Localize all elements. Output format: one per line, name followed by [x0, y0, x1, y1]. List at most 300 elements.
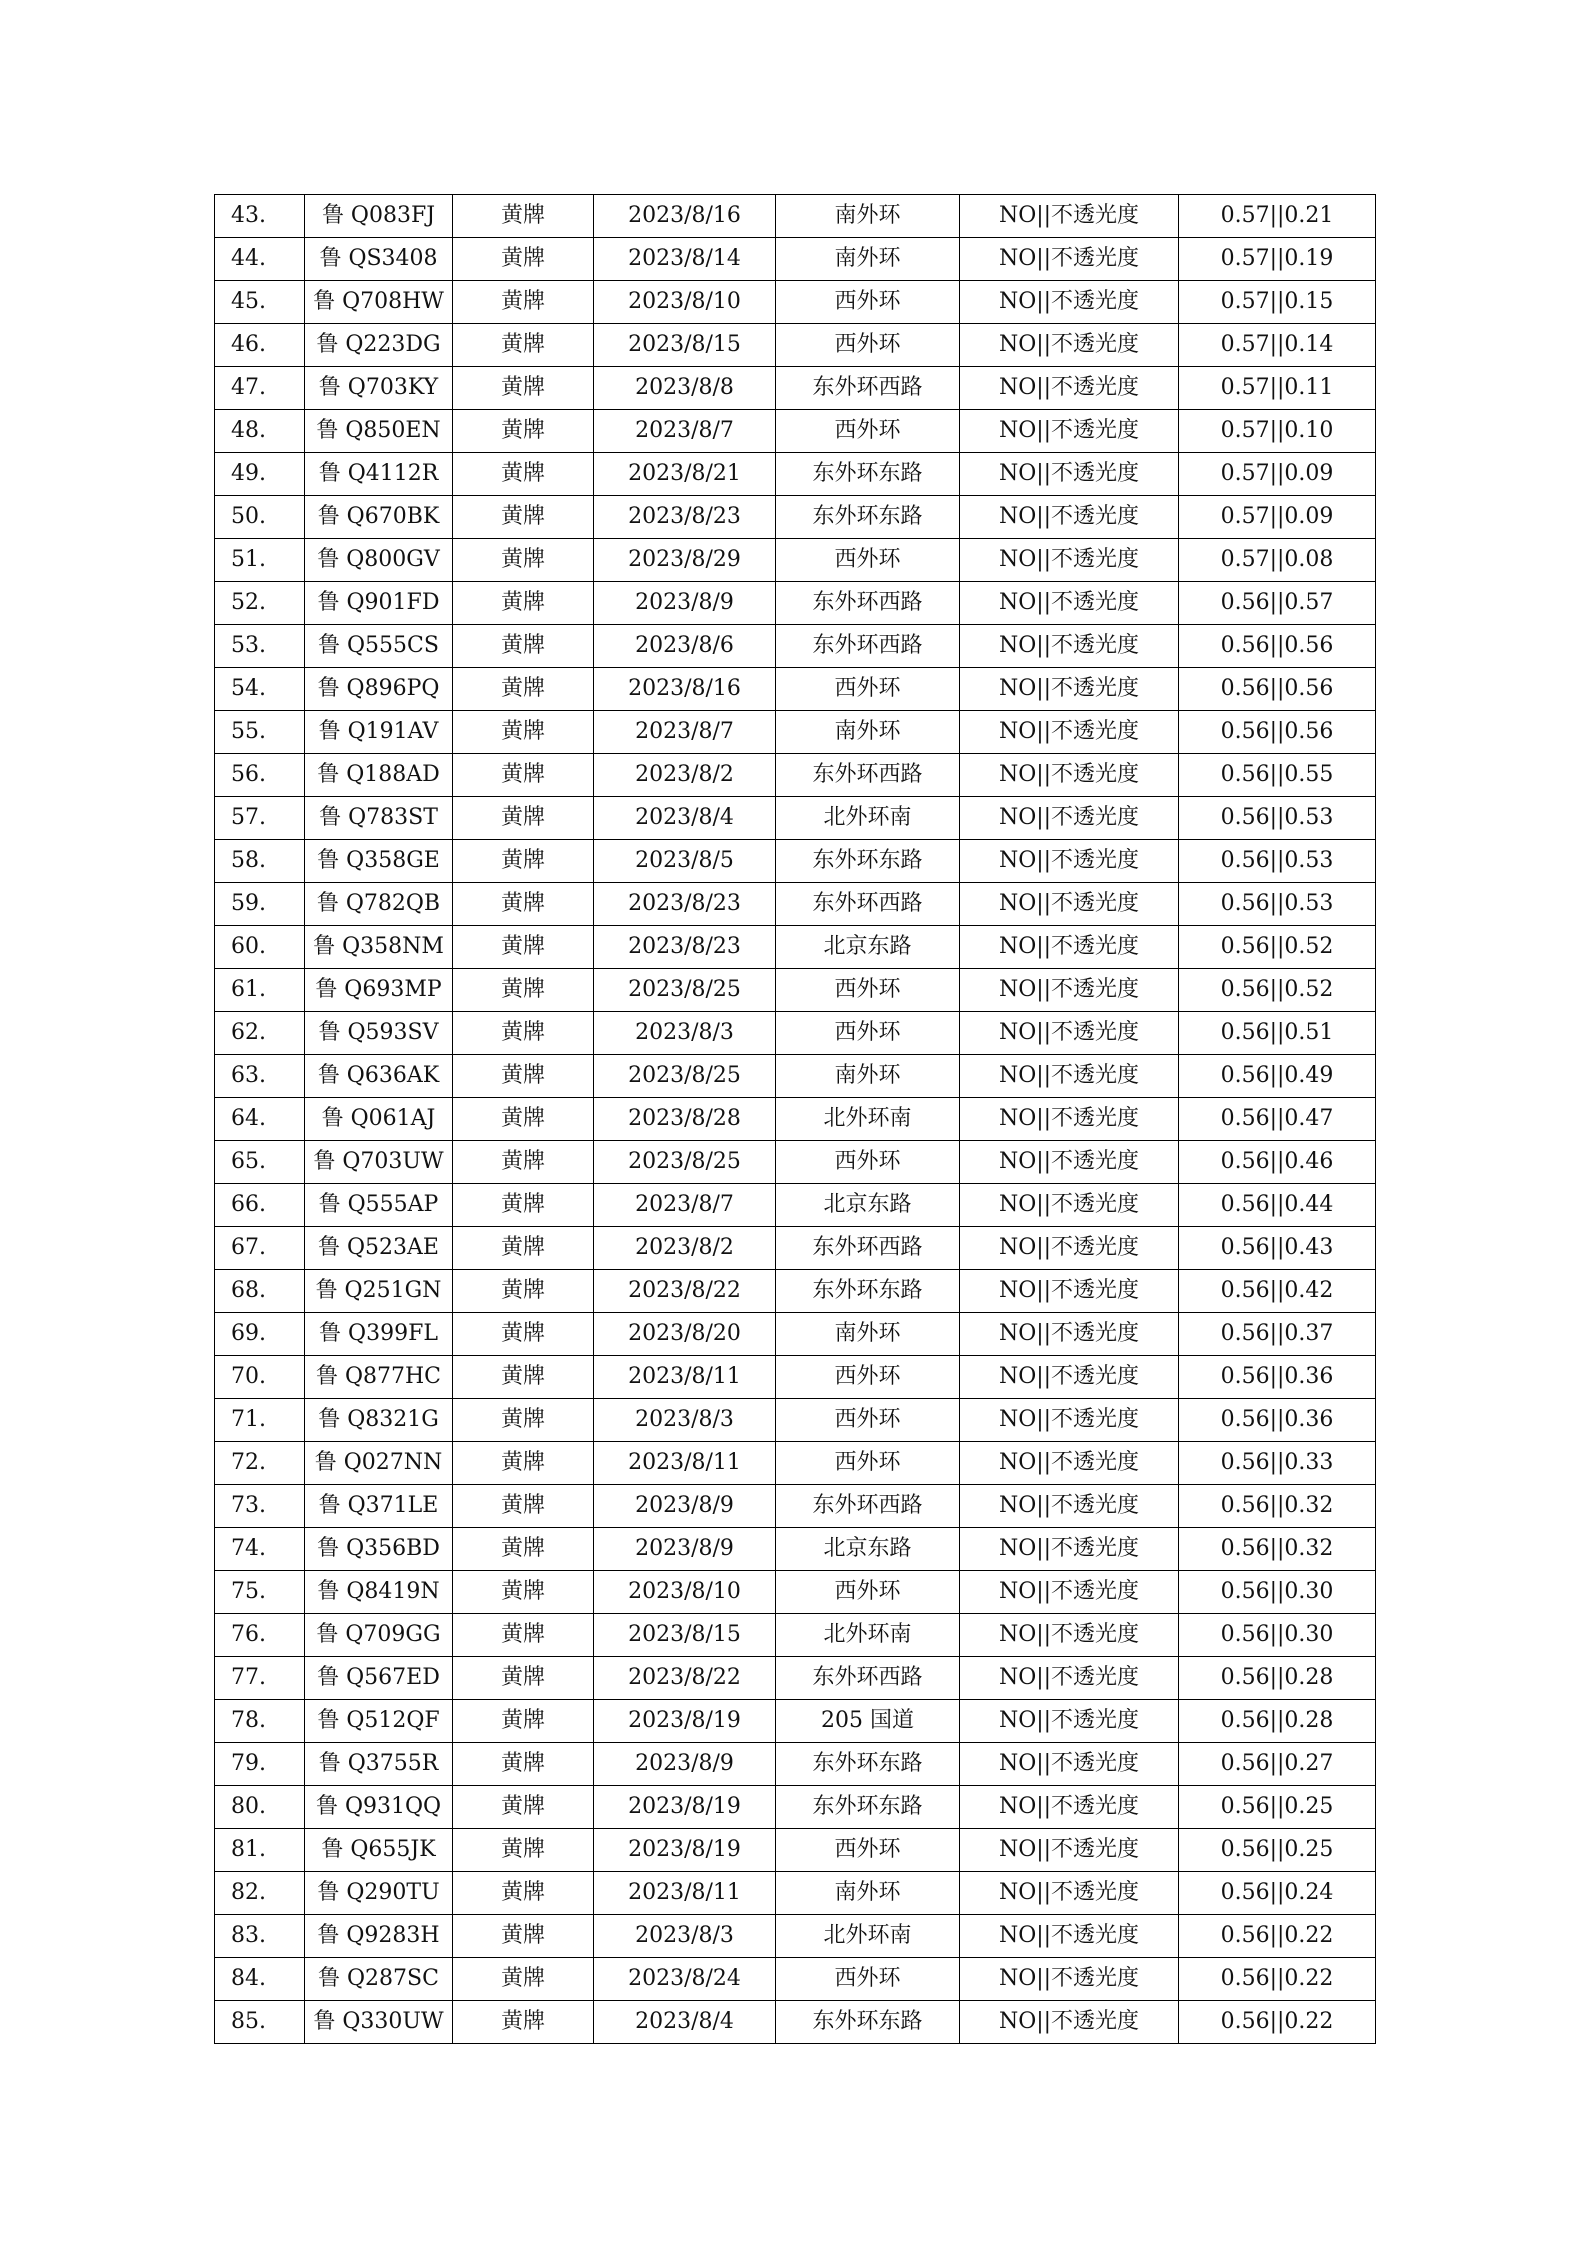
table-row — [215, 711, 1376, 754]
plate-color-cell: 黄牌 — [453, 1657, 594, 1700]
road-cell: 西外环 — [776, 324, 960, 367]
table-row — [215, 1055, 1376, 1098]
plate-color-cell: 黄牌 — [453, 754, 594, 797]
plate-color-cell: 黄牌 — [453, 797, 594, 840]
plate-color-cell: 黄牌 — [453, 1055, 594, 1098]
test-item-cell: NO||不透光度 — [960, 410, 1179, 453]
plate-color-cell: 黄牌 — [453, 1915, 594, 1958]
road-cell: 东外环西路 — [776, 1227, 960, 1270]
road-cell: 南外环 — [776, 238, 960, 281]
reading-cell: 0.56||0.53 — [1179, 797, 1376, 840]
road-cell: 西外环 — [776, 1829, 960, 1872]
reading-cell: 0.57||0.10 — [1179, 410, 1376, 453]
reading-cell: 0.56||0.46 — [1179, 1141, 1376, 1184]
plate-color-cell: 黄牌 — [453, 1184, 594, 1227]
date-cell: 2023/8/25 — [594, 1055, 776, 1098]
test-item-cell: NO||不透光度 — [960, 969, 1179, 1012]
road-cell: 西外环 — [776, 1356, 960, 1399]
plate-cell: 鲁 Q636AK — [305, 1055, 453, 1098]
plate-cell: 鲁 Q670BK — [305, 496, 453, 539]
plate-cell: 鲁 Q703UW — [305, 1141, 453, 1184]
table-row — [215, 496, 1376, 539]
index-cell: 70. — [215, 1356, 305, 1399]
plate-color-cell: 黄牌 — [453, 1227, 594, 1270]
reading-cell: 0.56||0.47 — [1179, 1098, 1376, 1141]
test-item-cell: NO||不透光度 — [960, 539, 1179, 582]
reading-cell: 0.57||0.21 — [1179, 195, 1376, 238]
plate-color-cell: 黄牌 — [453, 1958, 594, 2001]
test-item-cell: NO||不透光度 — [960, 1141, 1179, 1184]
plate-cell: 鲁 Q567ED — [305, 1657, 453, 1700]
test-item-cell: NO||不透光度 — [960, 1270, 1179, 1313]
plate-color-cell: 黄牌 — [453, 840, 594, 883]
table-row — [215, 1227, 1376, 1270]
road-cell: 北外环南 — [776, 797, 960, 840]
road-cell: 西外环 — [776, 410, 960, 453]
test-item-cell: NO||不透光度 — [960, 1485, 1179, 1528]
plate-color-cell: 黄牌 — [453, 625, 594, 668]
table-row — [215, 1356, 1376, 1399]
plate-cell: 鲁 QS3408 — [305, 238, 453, 281]
plate-cell: 鲁 Q523AE — [305, 1227, 453, 1270]
plate-cell: 鲁 Q371LE — [305, 1485, 453, 1528]
date-cell: 2023/8/8 — [594, 367, 776, 410]
table-row — [215, 582, 1376, 625]
road-cell: 南外环 — [776, 1055, 960, 1098]
index-cell: 62. — [215, 1012, 305, 1055]
plate-cell: 鲁 Q593SV — [305, 1012, 453, 1055]
reading-cell: 0.56||0.44 — [1179, 1184, 1376, 1227]
plate-color-cell: 黄牌 — [453, 883, 594, 926]
date-cell: 2023/8/19 — [594, 1786, 776, 1829]
road-cell: 西外环 — [776, 539, 960, 582]
road-cell: 北外环南 — [776, 1098, 960, 1141]
table-row — [215, 1485, 1376, 1528]
table-row — [215, 1958, 1376, 2001]
road-cell: 东外环东路 — [776, 1743, 960, 1786]
plate-cell: 鲁 Q877HC — [305, 1356, 453, 1399]
index-cell: 64. — [215, 1098, 305, 1141]
reading-cell: 0.56||0.51 — [1179, 1012, 1376, 1055]
reading-cell: 0.57||0.14 — [1179, 324, 1376, 367]
plate-color-cell: 黄牌 — [453, 926, 594, 969]
plate-cell: 鲁 Q3755R — [305, 1743, 453, 1786]
reading-cell: 0.56||0.57 — [1179, 582, 1376, 625]
date-cell: 2023/8/7 — [594, 1184, 776, 1227]
index-cell: 79. — [215, 1743, 305, 1786]
reading-cell: 0.57||0.11 — [1179, 367, 1376, 410]
test-item-cell: NO||不透光度 — [960, 1012, 1179, 1055]
date-cell: 2023/8/22 — [594, 1270, 776, 1313]
plate-cell: 鲁 Q703KY — [305, 367, 453, 410]
index-cell: 59. — [215, 883, 305, 926]
reading-cell: 0.56||0.49 — [1179, 1055, 1376, 1098]
index-cell: 53. — [215, 625, 305, 668]
plate-color-cell: 黄牌 — [453, 1571, 594, 1614]
index-cell: 48. — [215, 410, 305, 453]
reading-cell: 0.56||0.28 — [1179, 1657, 1376, 1700]
date-cell: 2023/8/7 — [594, 410, 776, 453]
test-item-cell: NO||不透光度 — [960, 1184, 1179, 1227]
index-cell: 76. — [215, 1614, 305, 1657]
reading-cell: 0.56||0.22 — [1179, 1958, 1376, 2001]
date-cell: 2023/8/5 — [594, 840, 776, 883]
road-cell: 东外环西路 — [776, 1485, 960, 1528]
test-item-cell: NO||不透光度 — [960, 668, 1179, 711]
test-item-cell: NO||不透光度 — [960, 1958, 1179, 2001]
test-item-cell: NO||不透光度 — [960, 1356, 1179, 1399]
date-cell: 2023/8/6 — [594, 625, 776, 668]
date-cell: 2023/8/23 — [594, 496, 776, 539]
test-item-cell: NO||不透光度 — [960, 1872, 1179, 1915]
plate-cell: 鲁 Q290TU — [305, 1872, 453, 1915]
reading-cell: 0.56||0.24 — [1179, 1872, 1376, 1915]
index-cell: 72. — [215, 1442, 305, 1485]
test-item-cell: NO||不透光度 — [960, 1571, 1179, 1614]
date-cell: 2023/8/11 — [594, 1356, 776, 1399]
road-cell: 南外环 — [776, 1313, 960, 1356]
plate-color-cell: 黄牌 — [453, 496, 594, 539]
road-cell: 西外环 — [776, 1399, 960, 1442]
reading-cell: 0.56||0.53 — [1179, 883, 1376, 926]
index-cell: 45. — [215, 281, 305, 324]
test-item-cell: NO||不透光度 — [960, 1915, 1179, 1958]
road-cell: 北外环南 — [776, 1915, 960, 1958]
plate-color-cell: 黄牌 — [453, 969, 594, 1012]
reading-cell: 0.56||0.30 — [1179, 1571, 1376, 1614]
plate-cell: 鲁 Q783ST — [305, 797, 453, 840]
test-item-cell: NO||不透光度 — [960, 1829, 1179, 1872]
plate-color-cell: 黄牌 — [453, 453, 594, 496]
index-cell: 67. — [215, 1227, 305, 1270]
table-row — [215, 1743, 1376, 1786]
plate-cell: 鲁 Q399FL — [305, 1313, 453, 1356]
plate-color-cell: 黄牌 — [453, 410, 594, 453]
test-item-cell: NO||不透光度 — [960, 582, 1179, 625]
plate-color-cell: 黄牌 — [453, 1356, 594, 1399]
road-cell: 东外环东路 — [776, 2001, 960, 2044]
test-item-cell: NO||不透光度 — [960, 926, 1179, 969]
date-cell: 2023/8/15 — [594, 1614, 776, 1657]
test-item-cell: NO||不透光度 — [960, 1528, 1179, 1571]
test-item-cell: NO||不透光度 — [960, 453, 1179, 496]
table-row — [215, 969, 1376, 1012]
table-row — [215, 883, 1376, 926]
reading-cell: 0.56||0.22 — [1179, 2001, 1376, 2044]
test-item-cell: NO||不透光度 — [960, 1098, 1179, 1141]
test-item-cell: NO||不透光度 — [960, 281, 1179, 324]
plate-color-cell: 黄牌 — [453, 668, 594, 711]
plate-color-cell: 黄牌 — [453, 1141, 594, 1184]
date-cell: 2023/8/19 — [594, 1700, 776, 1743]
plate-color-cell: 黄牌 — [453, 1442, 594, 1485]
road-cell: 东外环西路 — [776, 1657, 960, 1700]
road-cell: 东外环西路 — [776, 582, 960, 625]
index-cell: 81. — [215, 1829, 305, 1872]
reading-cell: 0.56||0.42 — [1179, 1270, 1376, 1313]
index-cell: 80. — [215, 1786, 305, 1829]
date-cell: 2023/8/11 — [594, 1872, 776, 1915]
table-row — [215, 1012, 1376, 1055]
plate-cell: 鲁 Q708HW — [305, 281, 453, 324]
date-cell: 2023/8/20 — [594, 1313, 776, 1356]
table-row — [215, 281, 1376, 324]
road-cell: 西外环 — [776, 1012, 960, 1055]
index-cell: 47. — [215, 367, 305, 410]
table-row — [215, 840, 1376, 883]
table-row — [215, 1270, 1376, 1313]
plate-color-cell: 黄牌 — [453, 582, 594, 625]
test-item-cell: NO||不透光度 — [960, 1313, 1179, 1356]
reading-cell: 0.57||0.15 — [1179, 281, 1376, 324]
test-item-cell: NO||不透光度 — [960, 1657, 1179, 1700]
date-cell: 2023/8/3 — [594, 1399, 776, 1442]
reading-cell: 0.56||0.33 — [1179, 1442, 1376, 1485]
table-row — [215, 668, 1376, 711]
plate-cell: 鲁 Q4112R — [305, 453, 453, 496]
reading-cell: 0.56||0.52 — [1179, 926, 1376, 969]
reading-cell: 0.56||0.27 — [1179, 1743, 1376, 1786]
index-cell: 78. — [215, 1700, 305, 1743]
index-cell: 73. — [215, 1485, 305, 1528]
road-cell: 南外环 — [776, 195, 960, 238]
index-cell: 65. — [215, 1141, 305, 1184]
date-cell: 2023/8/22 — [594, 1657, 776, 1700]
date-cell: 2023/8/9 — [594, 1528, 776, 1571]
reading-cell: 0.57||0.08 — [1179, 539, 1376, 582]
road-cell: 东外环西路 — [776, 883, 960, 926]
date-cell: 2023/8/29 — [594, 539, 776, 582]
date-cell: 2023/8/3 — [594, 1012, 776, 1055]
road-cell: 西外环 — [776, 281, 960, 324]
road-cell: 东外环西路 — [776, 367, 960, 410]
date-cell: 2023/8/21 — [594, 453, 776, 496]
road-cell: 西外环 — [776, 1958, 960, 2001]
index-cell: 57. — [215, 797, 305, 840]
table-row — [215, 1657, 1376, 1700]
index-cell: 49. — [215, 453, 305, 496]
road-cell: 南外环 — [776, 711, 960, 754]
plate-color-cell: 黄牌 — [453, 1872, 594, 1915]
plate-color-cell: 黄牌 — [453, 281, 594, 324]
plate-color-cell: 黄牌 — [453, 1528, 594, 1571]
index-cell: 75. — [215, 1571, 305, 1614]
date-cell: 2023/8/3 — [594, 1915, 776, 1958]
table-row — [215, 453, 1376, 496]
table-row — [215, 1399, 1376, 1442]
date-cell: 2023/8/2 — [594, 754, 776, 797]
date-cell: 2023/8/7 — [594, 711, 776, 754]
date-cell: 2023/8/15 — [594, 324, 776, 367]
plate-cell: 鲁 Q330UW — [305, 2001, 453, 2044]
index-cell: 71. — [215, 1399, 305, 1442]
road-cell: 北京东路 — [776, 1528, 960, 1571]
road-cell: 东外环西路 — [776, 625, 960, 668]
road-cell: 东外环西路 — [776, 754, 960, 797]
road-cell: 东外环东路 — [776, 453, 960, 496]
table-row — [215, 195, 1376, 238]
road-cell: 205 国道 — [776, 1700, 960, 1743]
reading-cell: 0.56||0.56 — [1179, 711, 1376, 754]
table-row — [215, 1915, 1376, 1958]
table-row — [215, 2001, 1376, 2044]
plate-cell: 鲁 Q188AD — [305, 754, 453, 797]
index-cell: 46. — [215, 324, 305, 367]
date-cell: 2023/8/23 — [594, 883, 776, 926]
index-cell: 58. — [215, 840, 305, 883]
date-cell: 2023/8/2 — [594, 1227, 776, 1270]
date-cell: 2023/8/25 — [594, 969, 776, 1012]
date-cell: 2023/8/10 — [594, 281, 776, 324]
index-cell: 56. — [215, 754, 305, 797]
date-cell: 2023/8/11 — [594, 1442, 776, 1485]
test-item-cell: NO||不透光度 — [960, 754, 1179, 797]
plate-cell: 鲁 Q555CS — [305, 625, 453, 668]
test-item-cell: NO||不透光度 — [960, 1614, 1179, 1657]
plate-cell: 鲁 Q251GN — [305, 1270, 453, 1313]
table-row — [215, 367, 1376, 410]
test-item-cell: NO||不透光度 — [960, 840, 1179, 883]
test-item-cell: NO||不透光度 — [960, 883, 1179, 926]
date-cell: 2023/8/9 — [594, 1485, 776, 1528]
plate-color-cell: 黄牌 — [453, 1700, 594, 1743]
plate-cell: 鲁 Q693MP — [305, 969, 453, 1012]
index-cell: 60. — [215, 926, 305, 969]
test-item-cell: NO||不透光度 — [960, 2001, 1179, 2044]
index-cell: 54. — [215, 668, 305, 711]
reading-cell: 0.56||0.52 — [1179, 969, 1376, 1012]
plate-cell: 鲁 Q655JK — [305, 1829, 453, 1872]
road-cell: 东外环东路 — [776, 496, 960, 539]
plate-color-cell: 黄牌 — [453, 324, 594, 367]
index-cell: 77. — [215, 1657, 305, 1700]
plate-color-cell: 黄牌 — [453, 1399, 594, 1442]
plate-color-cell: 黄牌 — [453, 1270, 594, 1313]
plate-color-cell: 黄牌 — [453, 539, 594, 582]
reading-cell: 0.56||0.53 — [1179, 840, 1376, 883]
plate-color-cell: 黄牌 — [453, 1743, 594, 1786]
plate-cell: 鲁 Q850EN — [305, 410, 453, 453]
index-cell: 68. — [215, 1270, 305, 1313]
test-item-cell: NO||不透光度 — [960, 1786, 1179, 1829]
plate-cell: 鲁 Q709GG — [305, 1614, 453, 1657]
plate-cell: 鲁 Q083FJ — [305, 195, 453, 238]
table-row — [215, 1872, 1376, 1915]
reading-cell: 0.56||0.43 — [1179, 1227, 1376, 1270]
index-cell: 61. — [215, 969, 305, 1012]
table-row — [215, 797, 1376, 840]
table-row — [215, 1829, 1376, 1872]
road-cell: 北京东路 — [776, 926, 960, 969]
road-cell: 东外环东路 — [776, 1270, 960, 1313]
plate-cell: 鲁 Q782QB — [305, 883, 453, 926]
table-row — [215, 1614, 1376, 1657]
index-cell: 44. — [215, 238, 305, 281]
index-cell: 43. — [215, 195, 305, 238]
plate-color-cell: 黄牌 — [453, 1098, 594, 1141]
index-cell: 55. — [215, 711, 305, 754]
date-cell: 2023/8/9 — [594, 582, 776, 625]
reading-cell: 0.56||0.28 — [1179, 1700, 1376, 1743]
test-item-cell: NO||不透光度 — [960, 195, 1179, 238]
plate-color-cell: 黄牌 — [453, 238, 594, 281]
date-cell: 2023/8/23 — [594, 926, 776, 969]
reading-cell: 0.56||0.25 — [1179, 1829, 1376, 1872]
reading-cell: 0.56||0.32 — [1179, 1528, 1376, 1571]
test-item-cell: NO||不透光度 — [960, 1743, 1179, 1786]
plate-cell: 鲁 Q931QQ — [305, 1786, 453, 1829]
index-cell: 52. — [215, 582, 305, 625]
reading-cell: 0.57||0.09 — [1179, 496, 1376, 539]
plate-cell: 鲁 Q8321G — [305, 1399, 453, 1442]
plate-color-cell: 黄牌 — [453, 367, 594, 410]
plate-color-cell: 黄牌 — [453, 1012, 594, 1055]
plate-color-cell: 黄牌 — [453, 1313, 594, 1356]
plate-cell: 鲁 Q191AV — [305, 711, 453, 754]
test-item-cell: NO||不透光度 — [960, 625, 1179, 668]
reading-cell: 0.56||0.56 — [1179, 625, 1376, 668]
test-item-cell: NO||不透光度 — [960, 711, 1179, 754]
date-cell: 2023/8/19 — [594, 1829, 776, 1872]
test-item-cell: NO||不透光度 — [960, 1399, 1179, 1442]
plate-cell: 鲁 Q512QF — [305, 1700, 453, 1743]
test-item-cell: NO||不透光度 — [960, 1227, 1179, 1270]
index-cell: 82. — [215, 1872, 305, 1915]
table-row — [215, 1700, 1376, 1743]
road-cell: 西外环 — [776, 1442, 960, 1485]
plate-color-cell: 黄牌 — [453, 1829, 594, 1872]
test-item-cell: NO||不透光度 — [960, 496, 1179, 539]
date-cell: 2023/8/4 — [594, 2001, 776, 2044]
plate-cell: 鲁 Q356BD — [305, 1528, 453, 1571]
index-cell: 84. — [215, 1958, 305, 2001]
index-cell: 69. — [215, 1313, 305, 1356]
table-row — [215, 1098, 1376, 1141]
reading-cell: 0.57||0.19 — [1179, 238, 1376, 281]
test-item-cell: NO||不透光度 — [960, 797, 1179, 840]
index-cell: 51. — [215, 539, 305, 582]
plate-cell: 鲁 Q9283H — [305, 1915, 453, 1958]
reading-cell: 0.56||0.32 — [1179, 1485, 1376, 1528]
table-row — [215, 1786, 1376, 1829]
road-cell: 东外环东路 — [776, 840, 960, 883]
test-item-cell: NO||不透光度 — [960, 238, 1179, 281]
table-row — [215, 1571, 1376, 1614]
reading-cell: 0.56||0.22 — [1179, 1915, 1376, 1958]
date-cell: 2023/8/14 — [594, 238, 776, 281]
plate-cell: 鲁 Q027NN — [305, 1442, 453, 1485]
plate-cell: 鲁 Q358NM — [305, 926, 453, 969]
road-cell: 西外环 — [776, 969, 960, 1012]
reading-cell: 0.56||0.36 — [1179, 1356, 1376, 1399]
index-cell: 85. — [215, 2001, 305, 2044]
table-row — [215, 1141, 1376, 1184]
plate-cell: 鲁 Q800GV — [305, 539, 453, 582]
table-row — [215, 1184, 1376, 1227]
index-cell: 83. — [215, 1915, 305, 1958]
date-cell: 2023/8/25 — [594, 1141, 776, 1184]
date-cell: 2023/8/24 — [594, 1958, 776, 2001]
index-cell: 74. — [215, 1528, 305, 1571]
reading-cell: 0.56||0.36 — [1179, 1399, 1376, 1442]
table-row — [215, 324, 1376, 367]
plate-cell: 鲁 Q287SC — [305, 1958, 453, 2001]
plate-color-cell: 黄牌 — [453, 1614, 594, 1657]
plate-cell: 鲁 Q358GE — [305, 840, 453, 883]
table-row — [215, 754, 1376, 797]
date-cell: 2023/8/16 — [594, 195, 776, 238]
date-cell: 2023/8/4 — [594, 797, 776, 840]
